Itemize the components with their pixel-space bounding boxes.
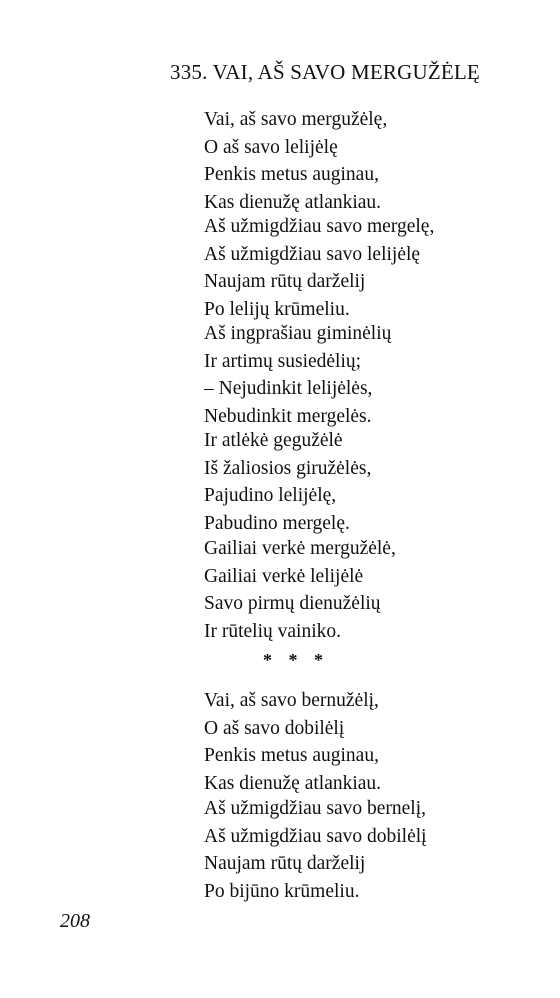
verse-line: O aš savo lelijėlę [204, 136, 338, 158]
stanza-1 [204, 106, 387, 216]
verse-line: Po bijūno krūmeliu. [204, 880, 360, 902]
verse-line: Naujam rūtų darželij [204, 853, 366, 874]
verse-line: Ir artimų susiedėlių; [204, 350, 362, 372]
verse-line: Pabudino mergelę. [204, 512, 350, 534]
poem-title: 335. VAI, AŠ SAVO MERGUŽĖLĘ [170, 60, 480, 84]
verse-line: Ir atlėkė gegužėlė [204, 430, 343, 451]
verse-line: Gailiai verkė lelijėlė [204, 565, 364, 587]
verse-line: Iš žaliosios giružėlės, [204, 457, 372, 479]
stanza-6 [204, 687, 381, 797]
verse-line: Aš užmigdžiau savo dobilėlį [204, 825, 427, 847]
verse-line: Kas dienužę atlankiau. [204, 191, 382, 213]
verse-line: Aš užmigdžiau savo bernelį, [204, 798, 427, 819]
verse-line: Po lelijų krūmeliu. [204, 298, 350, 320]
stanza-7 [204, 795, 427, 905]
verse-line: Penkis metus auginau, [204, 745, 379, 766]
verse-line: Penkis metus auginau, [204, 164, 379, 185]
verse-line: Aš ingprašiau giminėlių [204, 323, 392, 344]
stanza-2 [204, 213, 434, 323]
verse-line: Aš užmigdžiau savo lelijėlę [204, 243, 421, 265]
verse-line: Naujam rūtų darželij [204, 271, 366, 292]
verse-line: Pajudino lelijėlę, [204, 485, 337, 506]
verse-line: Vai, aš savo mergužėlę, [204, 109, 388, 130]
verse-line: Vai, aš savo bernužėlį, [204, 690, 379, 711]
stanza-4 [204, 427, 371, 537]
verse-line: Nebudinkit mergelės. [204, 405, 372, 427]
verse-line: O aš savo dobilėlį [204, 717, 345, 739]
verse-line: Ir rūtelių vainiko. [204, 620, 342, 642]
stanza-3 [204, 320, 391, 430]
verse-line: Aš užmigdžiau savo mergelę, [204, 216, 435, 237]
section-separator: * * * [263, 650, 329, 670]
verse-line: Kas dienužę atlankiau. [204, 772, 382, 794]
stanza-5 [204, 535, 396, 645]
page-number: 208 [60, 910, 90, 932]
verse-line: – Nejudinkit lelijėlės, [204, 378, 373, 399]
verse-line: Gailiai verkė mergužėlė, [204, 538, 396, 559]
verse-line: Savo pirmų dienužėlių [204, 593, 381, 614]
